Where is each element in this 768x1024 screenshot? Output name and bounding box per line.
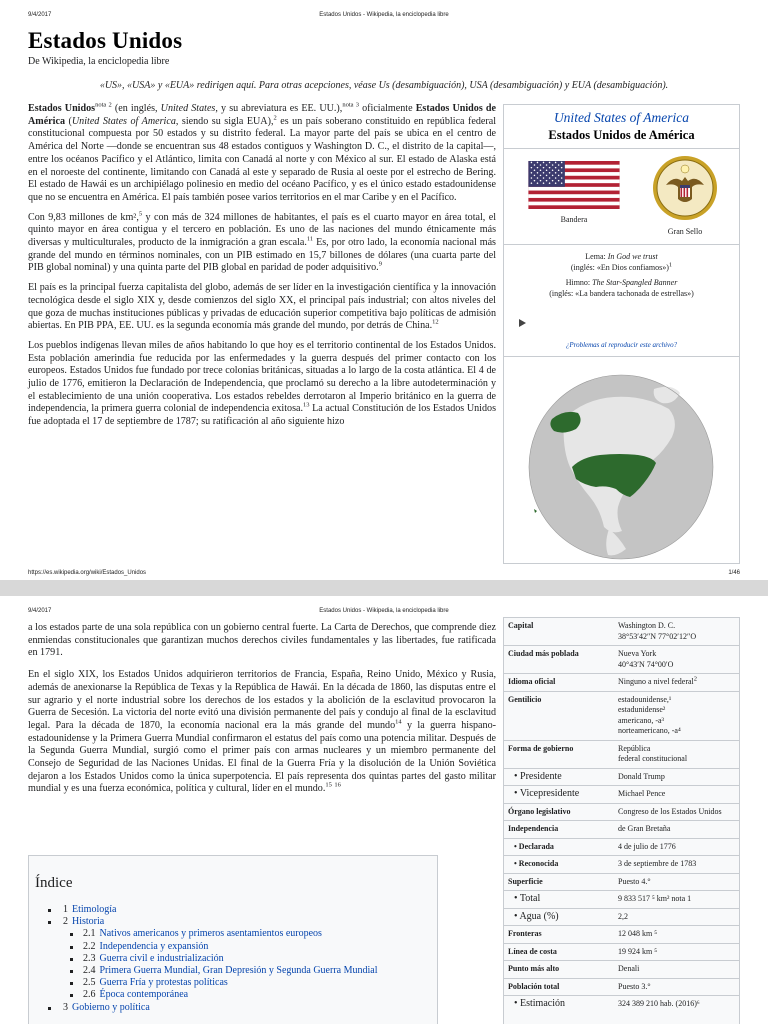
infobox-value: 4 de julio de 1776 <box>614 838 740 856</box>
infobox-key: Punto más alto <box>504 961 614 979</box>
header-title: Estados Unidos - Wikipedia, la enciclopedia libre <box>319 608 449 614</box>
table-of-contents <box>28 855 438 1024</box>
infobox-value: Ninguno a nivel federal$^2$ <box>614 674 740 692</box>
infobox-key: • Estimación <box>504 996 614 1013</box>
infobox-value: 9 833 517 ⁵ km² nota 1 <box>614 891 740 909</box>
header-date: 9/4/2017 <box>28 12 52 18</box>
toc-subitem[interactable]: 2.1 Nativos americanos y primeros asentamientos europeos <box>83 928 437 940</box>
footer-url: https://es.wikipedia.org/wiki/Estados_Unidos <box>28 570 147 576</box>
citation-ref[interactable]: 13 <box>303 402 310 410</box>
infobox-value: 2,2 <box>614 908 740 926</box>
infobox-row <box>504 768 740 786</box>
infobox-key: Forma de gobierno <box>504 740 614 768</box>
infobox-key: Superficie <box>504 873 614 891</box>
infobox-data-table <box>503 617 740 1024</box>
infobox-value: 3 de septiembre de 1783 <box>614 856 740 874</box>
flag-image[interactable] <box>528 161 620 209</box>
anthem-translation: (inglés: «La bandera tachonada de estrellas») <box>549 289 694 298</box>
infobox-key: Fronteras <box>504 926 614 944</box>
infobox-value: estadounidense,¹ estadunidense² americano, -a³ norteamericano, -a⁴ <box>614 691 740 740</box>
infobox-row <box>504 943 740 961</box>
infobox-key: • Declarada <box>504 838 614 856</box>
infobox-name-es: Estados Unidos de América <box>548 128 695 142</box>
citation-ref[interactable]: 2 <box>693 675 697 683</box>
infobox-row <box>504 618 740 646</box>
anthem-link[interactable]: The Star-Spangled Banner <box>592 278 678 287</box>
audio-play-icon[interactable] <box>519 319 526 327</box>
infobox-row <box>504 908 740 926</box>
infobox-key: • Vicepresidente <box>504 786 614 804</box>
infobox-row <box>504 873 740 891</box>
infobox-value: 12 048 km ⁵ <box>614 926 740 944</box>
citation-ref[interactable]: 15 <box>325 782 332 790</box>
paragraph-economy: El país es la principal fuerza capitalista del globo, además de ser líder en la investigación científica y la innovación tecnológica desde el siglo XIX y, desde comienzos del siglo XX, el principal país industrial; con altos niveles del que goza de muchas instituciones públicas y privadas de educación superior competitiva bajo políticas de admisión abiertas. En PIB PPA, EE. UU. es la segunda economía más grande del mundo, por detrás de China.$^{12}$ <box>28 282 496 332</box>
orthographic-map[interactable] <box>504 359 739 564</box>
infobox-key: Gentilicio <box>504 691 614 740</box>
pdf-page-2 <box>0 596 768 1024</box>
article-body <box>28 103 496 436</box>
citation-ref[interactable]: 2 <box>273 114 277 122</box>
infobox-row <box>504 996 740 1013</box>
infobox-row <box>504 926 740 944</box>
infobox-row <box>504 838 740 856</box>
infobox-key: Independencia <box>504 821 614 839</box>
toc-subitem[interactable]: 2.6 Época contemporánea <box>83 989 437 1001</box>
citation-ref[interactable]: 9 <box>378 261 382 269</box>
infobox-row <box>504 740 740 768</box>
paragraph-intro: Estados Unidos$^{nota 2}$ (en inglés, United States, y su abreviatura es EE. UU.),$^{nota 3}$ oficialmente Estados Unidos de América (United States of America, siendo su sigla EUA),$^2$ es un país soberano constituido en república federal constitucional compuesta por 50 estados y su distrito federal. La mayor parte del país se ubica en el centro de América del Norte —donde se encuentran sus 48 estados contiguos y Washington D. C., el distrito de la capital—, entre los océanos Pacífico y el Atlántico, limita con Canadá al norte y con México al sur. El estado de Alaska está en el noroeste del continente, limitando con Canadá al este y separado de Rusia al oeste por el estrecho de Bering. El estado de Hawái es un archipiélago polinesio en medio del océano Pacífico, y es el único estado estadounidense que no se encuentra en América. El país también posee varios territorios en el mar Caribe y en el Pacífico. <box>28 101 496 203</box>
infobox-key: • Reconocida <box>504 856 614 874</box>
infobox-value: Denali <box>614 961 740 979</box>
infobox-key: Ciudad más poblada <box>504 646 614 674</box>
toc-subitem[interactable]: 2.4 Primera Guerra Mundial, Gran Depresión y Segunda Guerra Mundial <box>83 965 437 977</box>
infobox-key: • Presidente <box>504 768 614 786</box>
header-title: Estados Unidos - Wikipedia, la enciclopedia libre <box>319 12 449 18</box>
infobox-row <box>504 674 740 692</box>
motto-translation: (inglés: «En Dios confiamos»)$^1$ <box>570 261 673 272</box>
page-subtitle: De Wikipedia, la enciclopedia libre <box>28 56 170 67</box>
toc-list <box>63 904 437 1014</box>
anthem: Himno: The Star-Spangled Banner <box>565 278 678 287</box>
infobox-key: Idioma oficial <box>504 674 614 692</box>
infobox-value: 324 389 210 hab. (2016)⁶ <box>614 996 740 1013</box>
infobox-row <box>504 786 740 804</box>
seal-caption: Gran Sello <box>667 227 703 236</box>
infobox-value: Nueva York 40°43′N 74°00′O <box>614 646 740 674</box>
paragraph-population: Con 9,83 millones de km²,$^5$ y con más de 324 millones de habitantes, el país es el cuarto mayor en área total, el quinto mayor en área contigua y el tercero en población. Es uno de las naciones del mundo étnicamente más diversas y multiculturales, producto de la inmigración a gran escala.$^{11}$ Es, por otro lado, la economía nacional más grande del mundo en términos nominales, con un PIB estimado en 15,7 billones de dólares (una cuarta parte del PIB global nominal) y una quinta parte del PIB global en paridad de poder adquisitivo.$^9$ <box>28 210 497 274</box>
audio-problem-link[interactable]: ¿Problemas al reproducir este archivo? <box>565 341 678 349</box>
citation-ref[interactable]: 16 <box>334 782 341 790</box>
infobox <box>503 104 740 564</box>
infobox-row <box>504 803 740 821</box>
flag-caption: Bandera <box>560 215 588 224</box>
infobox-row <box>504 978 740 996</box>
infobox-key: • Agua (%) <box>504 908 614 926</box>
infobox-value: Congreso de los Estados Unidos <box>614 803 740 821</box>
toc-subitem[interactable]: 2.2 Independencia y expansión <box>83 941 437 953</box>
infobox-row <box>504 646 740 674</box>
note-ref[interactable]: nota 2 <box>95 101 112 109</box>
note-ref[interactable]: nota 3 <box>342 101 359 109</box>
citation-ref[interactable]: 5 <box>138 210 143 218</box>
toc-title: Índice <box>35 875 73 891</box>
toc-item[interactable]: 3 Gobierno y política <box>63 1002 437 1014</box>
infobox-value: Washington D. C. 38°53′42″N 77°02′12″O <box>618 621 697 641</box>
infobox-key: Órgano legislativo <box>504 803 614 821</box>
header-date: 9/4/2017 <box>28 608 52 614</box>
infobox-key: Población total <box>504 978 614 996</box>
infobox-row <box>504 821 740 839</box>
infobox-key: Capital <box>508 621 534 630</box>
infobox-value: Michael Pence <box>614 786 740 804</box>
paragraph-history: Los pueblos indígenas llevan miles de años habitando lo que hoy es el territorio continental de los Estados Unidos. Esta población amerindia fue reducida por las enfermedades y la guerra después del primer contacto con los europeos. Estados Unidos fue fundado por trece colonias británicas, situadas a lo largo de la costa atlántica. El 4 de julio de 1776, emitieron la Declaración de Independencia, que proclamó su derecho a la libre autodeterminación y el establecimiento de una unión cooperativa. Los estados rebeldes derrotaron al Imperio británico en la guerra de independencia, la primera guerra colonial de independencia exitosa.$^{13}$ La actual Constitución de los Estados Unidos fue adoptada el 17 de septiembre de 1787; su ratificación al año siguiente hizo <box>28 339 496 428</box>
infobox-value: Puesto 4.° <box>614 873 740 891</box>
infobox-row <box>504 691 740 740</box>
motto: Lema: In God we trust <box>585 252 658 261</box>
paragraph-constitution: a los estados parte de una sola república con un gobierno central fuerte. La Carta de Derechos, que comprende diez enmiendas constitucionales que garantizan muchos derechos civiles fundamentales y las libertades, fue ratificada en 1791. <box>28 622 496 659</box>
paragraph-expansion: En el siglo XIX, los Estados Unidos adquirieron territorios de Francia, España, Reino Unido, México y Rusia, además de anexionarse la República de Texas y la República de Hawái. En la década de 1860, las disputas entre el sur agrario y el norte industrial sobre los derechos de los estados y la abolición de la esclavitud provocaron la Guerra de Secesión. La victoria del norte evitó una división permanente del país y condujo al final de la esclavitud legal. Para la década de 1870, la economía nacional era la más grande del mundo$^{14}$ y la guerra hispano-estadounidense y la Primera Guerra Mundial confirmaron el estatus del país como una potencia militar. Después de la Segunda Guerra Mundial, surgió como el primer país con armas nucleares y un miembro permanente del Consejo de Seguridad de las Naciones Unidas. El final de la Guerra Fría y la disolución de la Unión Soviética dejaron a los Estados Unidos como la única superpotencia. El país representa dos quintas partes del gasto militar mundial y es una fuerza económica, política y cultural, líder en el mundo.$^{15}$ $^{16}$ <box>28 669 496 795</box>
infobox-name-en: United States of America <box>553 110 690 125</box>
infobox-value: de Gran Bretaña <box>614 821 740 839</box>
infobox-value: República federal constitucional <box>614 740 740 768</box>
page-title: Estados Unidos <box>28 28 183 53</box>
toc-item[interactable]: 2 Historia 2.1 Nativos americanos y primeros asentamientos europeos 2.2 Independencia y expansión 2.3 Guerra civil e industrialización 2.4 Primera Guerra Mundial, Gran Depresión y Segunda Guerra Mundial 2.5 Guerra Fría y protestas políticas 2.6 Época contemporánea <box>63 916 437 1001</box>
hatnote: «US», «USA» y «EUA» redirigen aquí. Para otras acepciones, véase Us (desambiguación), USA (desambiguación) y EUA (desambiguación). <box>99 80 669 91</box>
infobox-value: Puesto 3.° <box>614 978 740 996</box>
infobox-key: • Total <box>504 891 614 909</box>
citation-ref[interactable]: 14 <box>395 718 402 726</box>
infobox-table <box>504 618 740 1013</box>
infobox-row <box>504 856 740 874</box>
infobox-row <box>504 891 740 909</box>
citation-ref[interactable]: 12 <box>432 318 439 326</box>
citation-ref[interactable]: 11 <box>306 235 314 243</box>
toc-subitem[interactable]: 2.3 Guerra civil e industrialización <box>83 953 437 965</box>
infobox-value: Donald Trump <box>614 768 740 786</box>
infobox-key: Línea de costa <box>504 943 614 961</box>
citation-ref[interactable]: 1 <box>668 261 673 269</box>
infobox-value: 19 924 km ⁵ <box>614 943 740 961</box>
infobox-row <box>504 961 740 979</box>
toc-item[interactable]: 1 Etimología <box>63 904 437 916</box>
footer-page: 1/46 <box>728 570 740 576</box>
great-seal-image[interactable] <box>652 155 718 221</box>
toc-subitem[interactable]: 2.5 Guerra Fría y protestas políticas <box>83 977 437 989</box>
article-body-2 <box>28 622 496 803</box>
